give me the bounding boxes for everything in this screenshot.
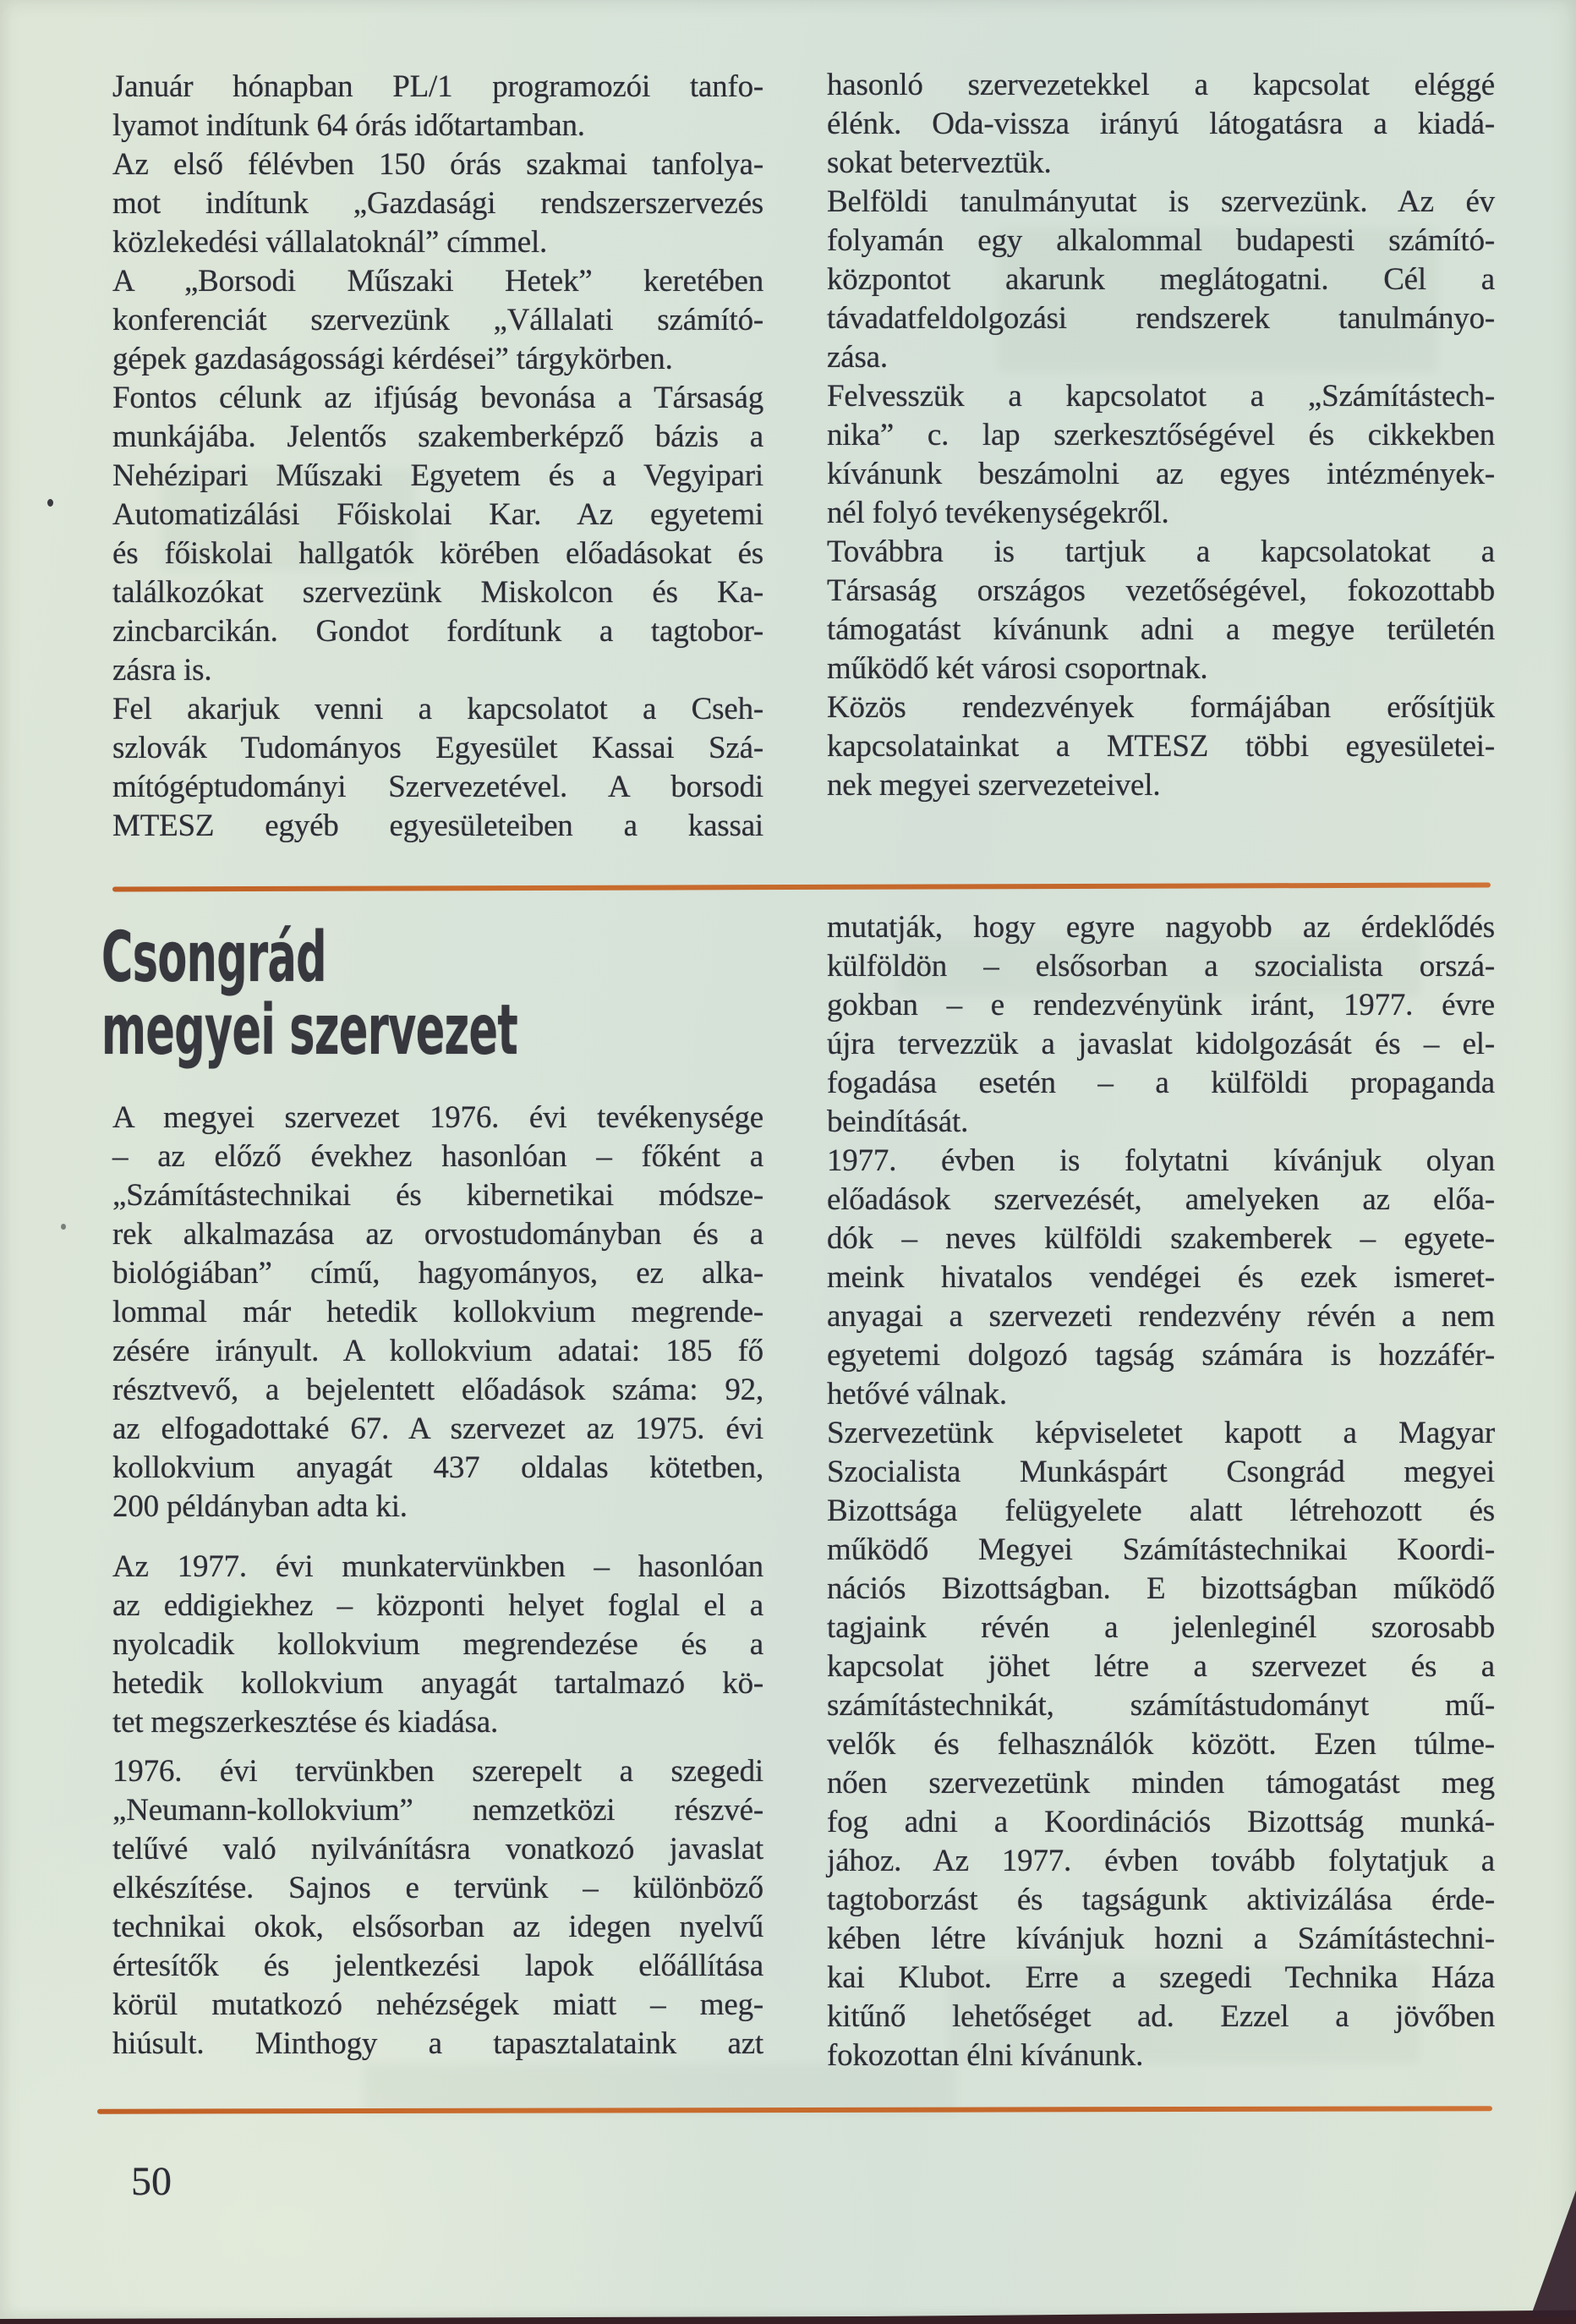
text-line: Szocialista Munkáspárt Csongrád megyei [827,1455,1495,1489]
text-line: tet megszerkesztése és kiadása. [112,1705,499,1740]
text-line: MTESZ egyéb egyesületeiben a kassai [112,808,763,843]
text-line: előadások szervezését, amelyeken az előa- [827,1182,1495,1217]
text-line: és főiskolai hallgatók körében előadásokat és [112,536,763,571]
text-line: mítógéptudományi Szervezetével. A borsodi [112,770,763,804]
text-line: „Neumann-kollokvium” nemzetközi részvé- [112,1793,763,1828]
text-line: egyetemi dolgozó tagság számára is hozzáfér- [827,1338,1495,1373]
text-line: kai Klubot. Erre a szegedi Technika Háza [827,1960,1495,1995]
page-number: 50 [131,2159,172,2204]
text-line: tagtoborzást és tagságunk aktivizálása érde- [827,1883,1495,1917]
text-line: biológiában” című, hagyományos, ez alka- [112,1256,763,1291]
text-line: technikai okok, elsősorban az idegen nyelvű [112,1910,763,1944]
text-line: fog adni a Koordinációs Bizottság munká- [827,1805,1495,1839]
text-line: kapcsolatainkat a MTESZ többi egyesületei- [827,729,1495,764]
text-line: jához. Az 1977. évben tovább folytatjuk a [827,1844,1495,1878]
article-column-left-bottom [112,1099,763,2064]
text-line: telűvé való nyilvánításra vonatkozó javaslat [112,1832,763,1866]
text-line: hasonló szervezetekkel a kapcsolat eléggé [827,68,1495,102]
text-line: Továbbra is tartjuk a kapcsolatokat a [827,534,1495,569]
text-line: beindítását. [827,1104,969,1139]
text-line: hetővé válnak. [827,1377,1007,1411]
text-line: rek alkalmazása az orvostudományban és a [112,1217,763,1252]
text-line: A „Borsodi Műszaki Hetek” keretében [112,264,763,299]
section-heading [101,918,518,1071]
text-line: nika” c. lap szerkesztőségével és cikkekben [827,418,1495,452]
text-line: dók – neves külföldi szakemberek – egyete- [827,1221,1495,1256]
text-line: kívánunk beszámolni az egyes intézmények- [827,457,1495,491]
text-line: Fel akarjuk venni a kapcsolatot a Cseh- [112,692,763,726]
section-heading-line2: megyei szervezet [101,990,518,1071]
text-line: az eddigiekhez – központi helyet foglal el a [112,1588,763,1623]
text-line: Nehézipari Műszaki Egyetem és a Vegyipari [112,458,763,493]
text-line: anyagai a szervezeti rendezvény révén a nem [827,1299,1495,1334]
text-line: gépek gazdaságossági kérdései” tárgykörben. [112,342,673,376]
article-column-left-top [112,68,763,846]
text-line: konferenciát szervezünk „Vállalati számító- [112,303,763,337]
scan-corner-shadow [1530,2190,1576,2317]
text-line: kében létre kívánjuk hozni a Számítástechni- [827,1921,1495,1956]
text-line: számítástechnikát, számítástudományt mű- [827,1688,1495,1723]
text-line: sokat beterveztük. [827,145,1052,180]
text-line: zésére irányult. A kollokvium adatai: 185 fő [112,1334,763,1368]
text-line: nációs Bizottságban. E bizottságban működő [827,1571,1495,1606]
text-line: „Számítástechnikai és kibernetikai módsze- [112,1178,763,1213]
text-line: nyolcadik kollokvium megrendezése és a [112,1627,763,1662]
text-line: fogadása esetén – a külföldi propaganda [827,1066,1495,1100]
text-line: résztvevő, a bejelentett előadások száma: 92, [112,1373,763,1407]
section-divider-rule-top [112,882,1491,891]
text-line: Társaság országos vezetőségével, fokozottabb [827,573,1495,608]
text-line: Belföldi tanulmányutat is szervezünk. Az év [827,184,1495,219]
text-line: értesítők és jelentkezési lapok előállítása [112,1949,763,1983]
text-line: mutatják, hogy egyre nagyobb az érdeklődés [827,910,1495,945]
text-line: Felvesszük a kapcsolatot a „Számítástech- [827,379,1495,414]
text-line: lyamot indítunk 64 órás időtartamban. [112,108,585,143]
text-line: elkészítése. Sajnos e tervünk – különböző [112,1871,763,1905]
text-line: 1977. évben is folytatni kívánjuk olyan [827,1143,1495,1178]
ink-speck [47,499,53,507]
text-line: munkájába. Jelentős szakemberképző bázis a [112,419,763,454]
text-line: tagjaink révén a jelenleginél szorosabb [827,1610,1495,1645]
text-line: Automatizálási Főiskolai Kar. Az egyetemi [112,497,763,532]
text-line: nően szervezetünk minden támogatást meg [827,1766,1495,1801]
text-line: támogatást kívánunk adni a megye területén [827,612,1495,647]
text-line: hiúsult. Minthogy a tapasztalataink azt [112,2026,763,2061]
article-column-right-bottom [827,908,1495,2075]
text-line: lommal már hetedik kollokvium megrende- [112,1295,763,1329]
scan-edge-shadow [0,2307,1576,2324]
text-line: fokozottan élni kívánunk. [827,2038,1144,2073]
text-line: A megyei szervezet 1976. évi tevékenysége [112,1100,763,1135]
text-line: működő Megyei Számítástechnikai Koordi- [827,1532,1495,1567]
text-line: Fontos célunk az ifjúság bevonása a Társaság [112,381,763,415]
text-line: meink hivatalos vendégei és ezek ismeret- [827,1260,1495,1295]
text-line: távadatfeldolgozási rendszerek tanulmányo- [827,301,1495,336]
text-line: Az első félévben 150 órás szakmai tanfolya- [112,147,763,182]
text-line: élénk. Oda-vissza irányú látogatásra a kiadá- [827,107,1495,141]
text-line: gokban – e rendezvényünk iránt, 1977. évre [827,988,1495,1022]
text-line: külföldön – elsősorban a szocialista orszá- [827,949,1495,984]
section-heading-line1: Csongrád [101,918,326,998]
text-line: működő két városi csoportnak. [827,651,1208,686]
text-line: zása. [827,340,888,375]
article-column-right-top [827,66,1495,805]
text-line: – az előző évekhez hasonlóan – főként a [112,1139,763,1174]
text-line: folyamán egy alkalommal budapesti számító- [827,223,1495,258]
text-line: Szervezetünk képviseletet kapott a Magyar [827,1416,1495,1450]
text-line: 200 példányban adta ki. [112,1489,408,1524]
text-line: kitűnő lehetőséget ad. Ezzel a jövőben [827,1999,1495,2034]
text-line: velők és felhasználók között. Ezen túlme- [827,1727,1495,1762]
text-line: zásra is. [112,653,212,688]
text-line: körül mutatkozó nehézségek miatt – meg- [112,1987,763,2022]
text-line: szlovák Tudományos Egyesület Kassai Szá- [112,731,763,765]
text-line: mot indítunk „Gazdasági rendszerszervezés [112,186,763,221]
text-line: kapcsolat jöhet létre a szervezet és a [827,1649,1495,1684]
text-line: hetedik kollokvium anyagát tartalmazó kö- [112,1666,763,1701]
text-line: Január hónapban PL/1 programozói tanfo- [112,69,763,104]
text-line: nek megyei szervezeteivel. [827,768,1161,803]
text-line: újra tervezzük a javaslat kidolgozását és – el- [827,1027,1495,1061]
text-line: központot akarunk meglátogatni. Cél a [827,262,1495,297]
text-line: Bizottsága felügyelete alatt létrehozott és [827,1494,1495,1528]
text-line: kollokvium anyagát 437 oldalas kötetben, [112,1450,763,1485]
ink-speck [61,1224,66,1230]
text-line: közlekedési vállalatoknál” címmel. [112,225,548,260]
text-line: zincbarcikán. Gondot fordítunk a tagtobor- [112,614,763,649]
text-line: nél folyó tevékenységekről. [827,496,1169,530]
text-line: találkozókat szervezünk Miskolcon és Ka- [112,575,763,610]
text-line: Az 1977. évi munkatervünkben – hasonlóan [112,1549,763,1584]
text-line: az elfogadottaké 67. A szervezet az 1975. évi [112,1411,763,1446]
text-line: 1976. évi tervünkben szerepelt a szegedi [112,1754,763,1789]
text-line: Közös rendezvények formájában erősítjük [827,690,1495,725]
